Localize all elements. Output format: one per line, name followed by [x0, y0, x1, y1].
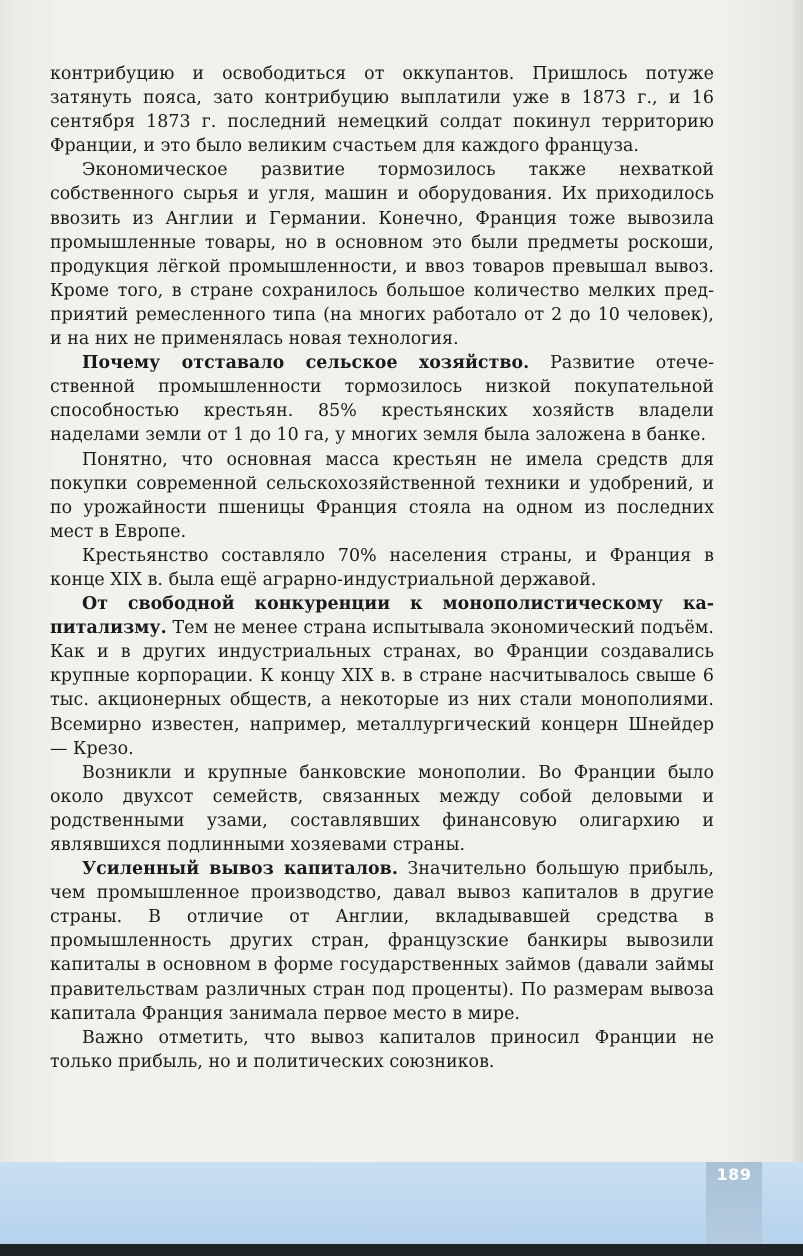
paragraph-3-text: Развитие отечественной промышленности тормозилось низкой покупательной способностью крестьян. 85% крестьянских хозяйств владели наделами земли от 1 до 10 га, у многих земля была заложена в банке. — [50, 353, 715, 446]
paragraph-7 — [50, 761, 714, 857]
paragraph-8 — [50, 857, 714, 1026]
paragraph-7-text: Возникли и крупные банковские монополии. Во Франции было около двухсот семейств, связанных между собой деловыми и родственными узами, составлявших финансовую олигархию и являвшихся подлинными хозяевами страны. — [50, 762, 714, 855]
section-heading-capital-export: Усиленный вывоз капиталов. — [82, 859, 398, 880]
paragraph-1-text: контрибуцию и освободиться от оккупантов. Пришлось потуже затянуть пояса, зато контрибуцию выплатили уже в 1873 г., и 16 сентября 1873 г. последний немецкий солдат покинул территорию Франции, и это было великим счастьем для каждого француза. — [50, 64, 714, 157]
scan-bottom-edge — [0, 1244, 803, 1256]
paragraph-9 — [50, 1026, 714, 1074]
section-heading-agriculture: Почему отставало сельское хозяйство. — [82, 353, 530, 374]
page-number: 189 — [716, 1165, 752, 1184]
footer-band — [0, 1162, 803, 1256]
paragraph-2-text: Экономическое развитие тормозилось также нехваткой собственного сырья и угля, машин и оборудования. Их приходилось ввозить из Англии и Германии. Конечно, Франция тоже вывозила промышленные товары, но в основном это были предметы роскоши, продукция лёгкой промышленности, и ввоз товаров превышал вывоз. Кроме того, в стране сохранилось большое количество мелких предприятий ремесленного типа (на многих работало от 2 до 10 человек), и на них не применялась новая технология. — [50, 160, 714, 350]
body-text — [50, 62, 714, 1074]
page-edge-shadow — [793, 0, 803, 1180]
paragraph-3 — [50, 351, 714, 447]
paragraph-4-text: Понятно, что основная масса крестьян не имела средств для покупки современной сельскохозяйственной техники и удобрений, и по урожайности пшеницы Франция стояла на одном из последних мест в Европе. — [50, 449, 714, 542]
paragraph-9-text: Важно отметить, что вывоз капиталов приносил Франции не только прибыль, но и политических союзников. — [50, 1027, 714, 1072]
paragraph-6 — [50, 592, 714, 761]
paragraph-5 — [50, 544, 714, 592]
paragraph-1 — [50, 62, 714, 158]
paragraph-8-text: Значительно большую прибыль, чем промышленное производство, давал вывоз капиталов в другие страны. В отличие от Англии, вкладывавшей средства в промышленность других стран, французские банкиры вывозили капиталы в основном в форме государственных займов (давали займы правительствам различных стран под проценты). По размерам вывоза капитала Франция занимала первое место в мире. — [50, 859, 714, 1024]
section-heading-monopoly-capitalism: От свободной конкуренции к монополистическому капитализму. — [50, 594, 714, 639]
paragraph-2 — [50, 158, 714, 351]
paragraph-4 — [50, 448, 714, 544]
paragraph-5-text: Крестьянство составляло 70% населения страны, и Франция в конце XIX в. была ещё аграрно-индустриальной державой. — [50, 545, 714, 590]
paragraph-6-text: Тем не менее страна испытывала экономический подъём. Как и в других индустриальных странах, во Франции создавались крупные корпорации. К концу XIX в. в стране насчитывалось свыше 6 тыс. акционерных обществ, а некоторые из них стали монополиями. Всемирно известен, например, металлургический концерн Шнейдер — Крезо. — [50, 618, 714, 759]
